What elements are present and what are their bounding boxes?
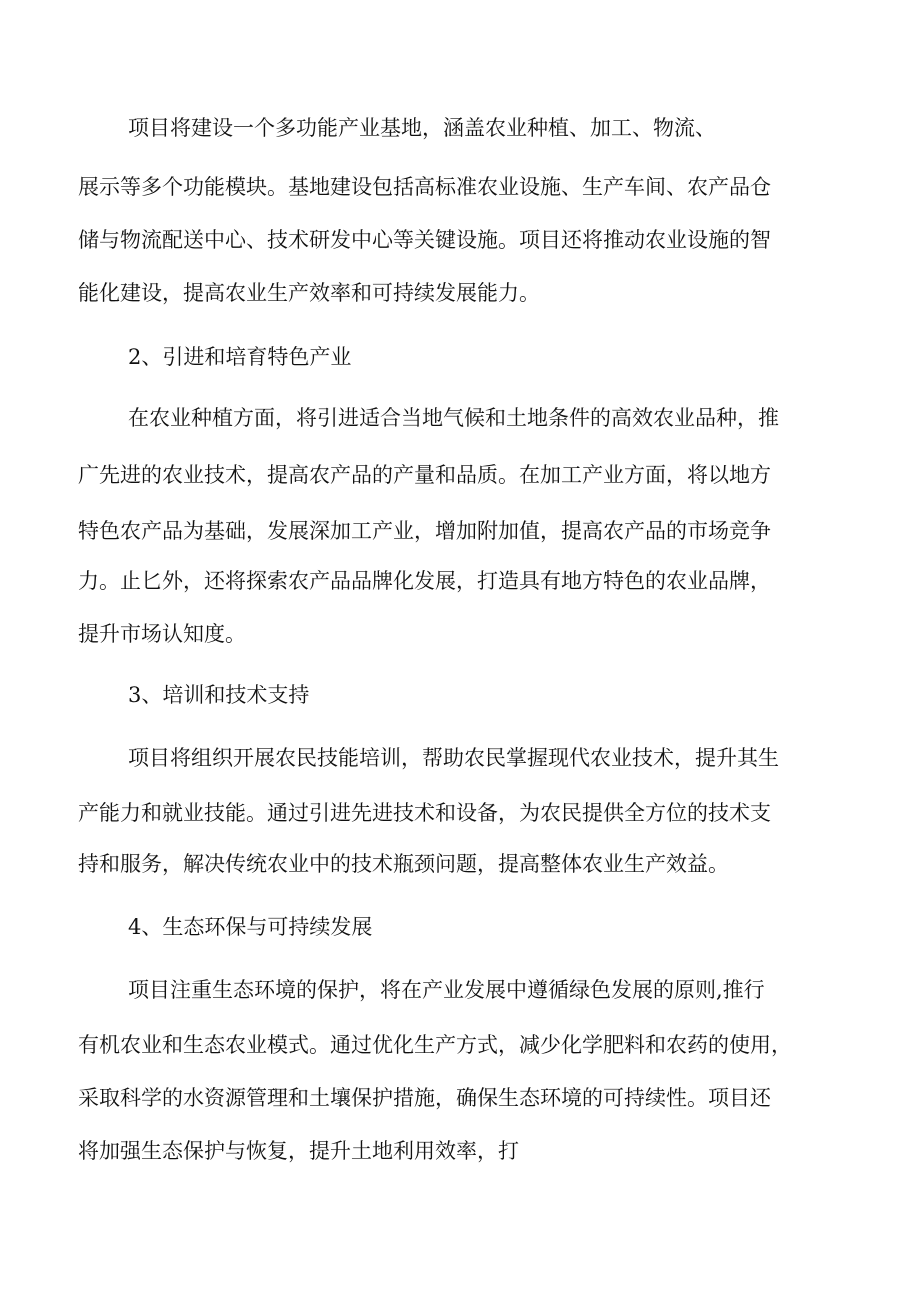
paragraph-4-line-1: 项目注重生态环境的保护，将在产业发展中遵循绿色发展的原则,推行: [128, 978, 765, 1002]
paragraph-3-line-3: 持和服务，解决传统农业中的技术瓶颈问题，提高整体农业生产效益。: [78, 852, 729, 876]
paragraph-2-line-4: 力。止匕外，还将探索农产品品牌化发展，打造具有地方特色的农业品牌，: [78, 569, 771, 593]
paragraph-4-line-2: 有机农业和生态农业模式。通过优化生产方式，减少化学肥料和农药的使用，: [78, 1033, 792, 1057]
paragraph-1-line-2: 展示等多个功能模块。基地建设包括高标准农业设施、生产车间、农产品仓: [78, 175, 771, 199]
paragraph-3-line-2: 产能力和就业技能。通过引进先进技术和设备，为农民提供全方位的技术支: [78, 801, 771, 825]
paragraph-2-line-1: 在农业种植方面，将引进适合当地气候和土地条件的高效农业品种，推: [128, 406, 779, 430]
paragraph-2-line-2: 广先进的农业技术，提高农产品的产量和品质。在加工产业方面，将以地方: [78, 463, 771, 487]
paragraph-4-line-4: 将加强生态保护与恢复，提升土地利用效率，打: [78, 1139, 519, 1163]
section-heading-4: 4、生态环保与可持续发展: [128, 915, 373, 939]
section-heading-2: 2、引进和培育特色产业: [128, 345, 352, 369]
paragraph-1-line-1: 项目将建设一个多功能产业基地，涵盖农业种植、加工、物流、: [128, 116, 716, 140]
paragraph-2-line-5: 提升市场认知度。: [78, 622, 246, 646]
section-heading-3: 3、培训和技术支持: [128, 683, 310, 707]
paragraph-3-line-1: 项目将组织开展农民技能培训，帮助农民掌握现代农业技术，提升其生: [128, 746, 779, 770]
paragraph-1-line-4: 能化建设，提高农业生产效率和可持续发展能力。: [78, 281, 540, 305]
paragraph-2-line-3: 特色农产品为基础，发展深加工产业，增加附加值，提高农产品的市场竞争: [78, 519, 771, 543]
paragraph-1-line-3: 储与物流配送中心、技术研发中心等关键设施。项目还将推动农业设施的智: [78, 228, 771, 252]
paragraph-4-line-3: 采取科学的水资源管理和土壤保护措施，确保生态环境的可持续性。项目还: [78, 1086, 771, 1110]
